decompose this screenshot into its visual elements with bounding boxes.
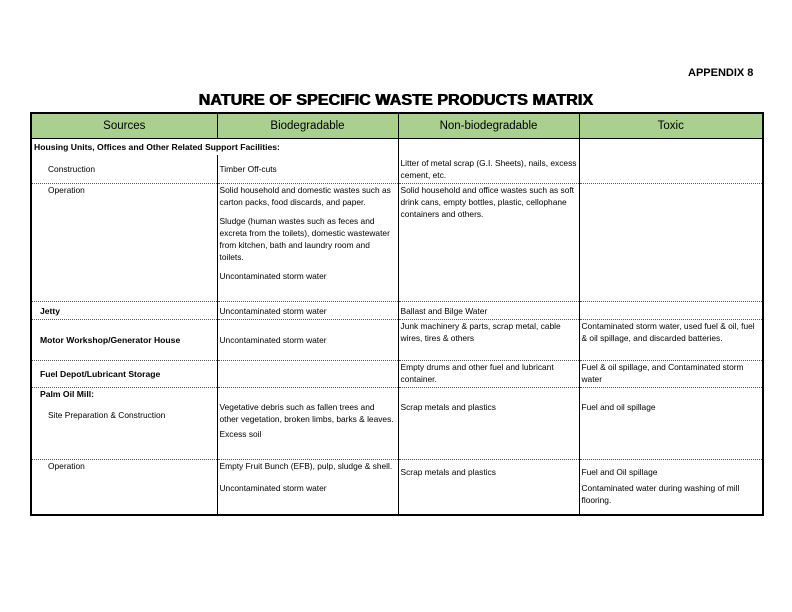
bio-item: Vegetative debris such as fallen trees and other vegetation, broken limbs, barks & leaves. bbox=[219, 402, 394, 424]
bio-item: Solid household and domestic wastes such as carton packs, food discards, and paper. bbox=[219, 185, 391, 207]
nonbio-cell bbox=[398, 460, 579, 516]
page-title: NATURE OF SPECIFIC WASTE PRODUCTS MATRIX bbox=[198, 92, 594, 109]
bio-cell bbox=[217, 361, 398, 388]
source-construction: Construction bbox=[31, 155, 217, 184]
table-row bbox=[31, 155, 763, 184]
nonbio-cell: Solid household and office wastes such as soft drink cans, empty bottles, plastic, cellophane containers and others. bbox=[398, 184, 579, 302]
table-row bbox=[31, 320, 763, 361]
nonbio-cell: Litter of metal scrap (G.I. Sheets), nails, excess cement, etc. bbox=[398, 155, 579, 184]
toxic-cell: Fuel & oil spillage, and Contaminated storm water bbox=[579, 361, 763, 388]
bio-cell: Uncontaminated storm water bbox=[217, 320, 398, 361]
toxic-cell: Fuel and oil spillage bbox=[579, 401, 763, 460]
source-operation: Operation bbox=[31, 184, 217, 302]
bio-cell bbox=[217, 460, 398, 516]
table-row bbox=[31, 388, 763, 402]
toxic-cell bbox=[579, 460, 763, 516]
nonbio-cell: Ballast and Bilge Water bbox=[398, 302, 579, 320]
table-row bbox=[31, 361, 763, 388]
toxic-cell bbox=[579, 155, 763, 184]
bio-item: Sludge (human wastes such as feces and excreta from the toilets), domestic wastewater from kitchen, bath and laundry room and toilets. bbox=[219, 216, 390, 262]
bio-cell bbox=[217, 184, 398, 302]
header-biodegradable: Biodegradable bbox=[217, 113, 398, 139]
section-housing: Housing Units, Offices and Other Related Support Facilities: bbox=[31, 139, 217, 156]
bio-item: Uncontaminated storm water bbox=[219, 271, 327, 281]
toxic-cell bbox=[579, 302, 763, 320]
header-row bbox=[31, 113, 763, 139]
header-toxic: Toxic bbox=[579, 113, 763, 139]
bio-item: Empty Fruit Bunch (EFB), pulp, sludge & shell. bbox=[219, 461, 393, 471]
bio-item: Uncontaminated storm water bbox=[219, 483, 327, 493]
nonbio-cell: Scrap metals and plastics bbox=[398, 401, 579, 460]
nonbio-cell: Empty drums and other fuel and lubricant container. bbox=[398, 361, 579, 388]
waste-matrix-table bbox=[30, 112, 764, 516]
bio-cell: Timber Off-cuts bbox=[217, 155, 398, 184]
toxic-cell bbox=[579, 184, 763, 302]
nonbio-item: Scrap metals and plastics bbox=[400, 467, 496, 477]
table-row bbox=[31, 139, 763, 156]
table-row bbox=[31, 302, 763, 320]
appendix-label: APPENDIX 8 bbox=[688, 67, 754, 79]
bio-cell bbox=[217, 401, 398, 460]
table-row bbox=[31, 460, 763, 516]
nonbio-cell: Junk machinery & parts, scrap metal, cable wires, tires & others bbox=[398, 320, 579, 361]
header-non-biodegradable: Non-biodegradable bbox=[398, 113, 579, 139]
source-motor-workshop: Motor Workshop/Generator House bbox=[31, 320, 217, 361]
toxic-item: Fuel and Oil spillage bbox=[581, 467, 658, 477]
toxic-cell: Contaminated storm water, used fuel & oil, fuel & oil spillage, and discarded batteries. bbox=[579, 320, 763, 361]
source-jetty: Jetty bbox=[31, 302, 217, 320]
bio-item: Excess soil bbox=[219, 429, 262, 439]
source-operation-mill: Operation bbox=[31, 460, 217, 516]
toxic-item: Contaminated water during washing of mill flooring. bbox=[581, 483, 740, 505]
bio-cell: Uncontaminated storm water bbox=[217, 302, 398, 320]
header-sources: Sources bbox=[31, 113, 217, 139]
table-row bbox=[31, 401, 763, 460]
table-row bbox=[31, 184, 763, 302]
section-palm-oil-mill: Palm Oil Mill: bbox=[31, 388, 217, 402]
source-fuel-depot: Fuel Depot/Lubricant Storage bbox=[31, 361, 217, 388]
source-site-preparation: Site Preparation & Construction bbox=[31, 401, 217, 460]
